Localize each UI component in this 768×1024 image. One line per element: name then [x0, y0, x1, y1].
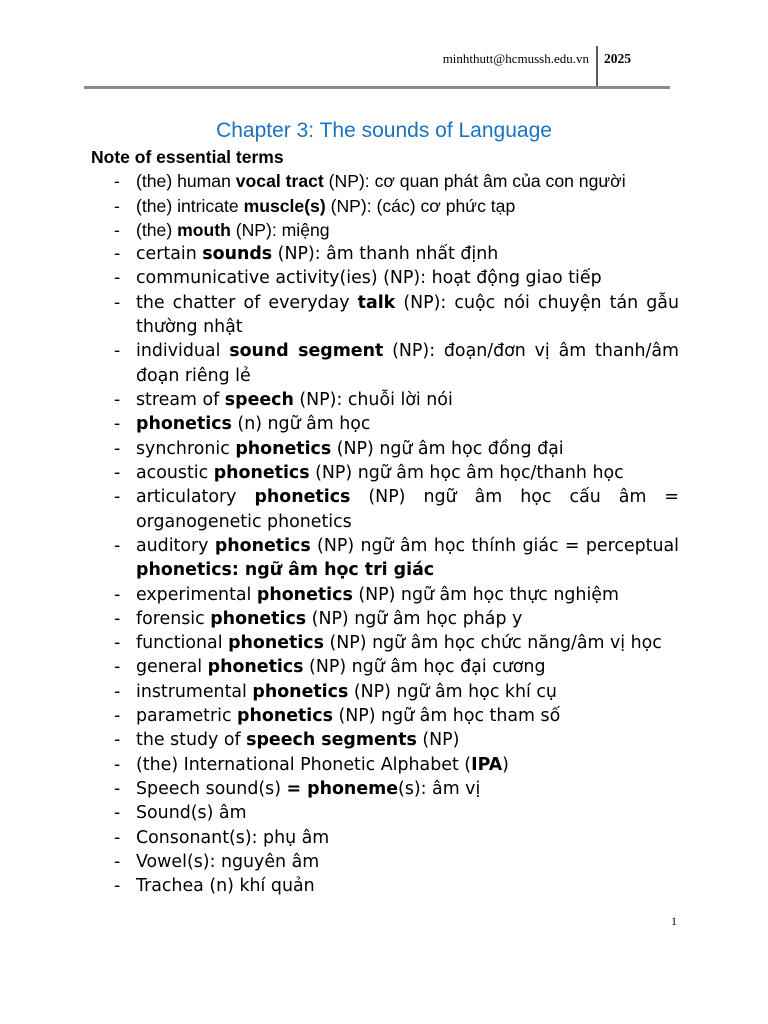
term-run: auditory: [136, 535, 215, 556]
term-run: ): [502, 754, 509, 775]
term-item: [114, 242, 679, 266]
section-heading: Note of essential terms: [91, 147, 284, 167]
term-keyword: phonetics: [237, 706, 333, 727]
bullet-dash: -: [114, 341, 121, 362]
term-item: [114, 388, 679, 412]
term-run: the chatter of everyday: [136, 292, 358, 313]
term-item: [114, 339, 679, 388]
chapter-title: Chapter 3: The sounds of Language: [216, 119, 552, 142]
bullet-dash: -: [114, 219, 120, 240]
term-run: Trachea (n) khí quản: [136, 876, 315, 897]
bullet-dash: -: [114, 779, 121, 799]
bullet-dash: -: [114, 462, 121, 483]
term-run: the study of: [136, 730, 247, 751]
header-year: 2025: [604, 51, 631, 66]
term-item: [114, 461, 679, 485]
term-keyword: phonetics: [252, 681, 349, 702]
term-keyword: phonetics: [210, 608, 307, 629]
term-run: (NP): miệng: [230, 219, 330, 240]
term-run: stream of: [136, 390, 225, 410]
term-keyword: phonetics: [207, 657, 304, 678]
term-run: (NP): cơ quan phát âm của con người: [323, 171, 626, 192]
term-run: (NP) ngữ âm học đại cương: [303, 657, 546, 678]
term-run: (NP) ngữ âm học đồng đại: [331, 438, 564, 459]
bullet-dash: -: [114, 244, 121, 265]
term-keyword: phonetics: [254, 487, 351, 508]
term-keyword: phonetics: [228, 633, 324, 654]
term-keyword: talk: [357, 292, 396, 313]
term-item: [114, 826, 679, 850]
bullet-dash: -: [114, 171, 120, 192]
term-run: (NP): (các) cơ phức tạp: [325, 195, 516, 216]
term-run: (s): âm vị: [398, 779, 481, 799]
term-run: (NP) ngữ âm học thực nghiệm: [352, 584, 619, 605]
term-run: (NP) ngữ âm học chức năng/âm vị học: [323, 633, 662, 654]
bullet-dash: -: [114, 803, 121, 824]
term-keyword: phonetics: [213, 462, 310, 483]
page-number: 1: [671, 914, 677, 928]
term-run: Vowel(s): nguyên âm: [136, 851, 320, 872]
term-keyword: mouth: [177, 219, 231, 240]
term-run: experimental: [136, 584, 257, 605]
term-run: certain: [136, 244, 203, 265]
header-divider: [596, 46, 598, 87]
header-email: minhthutt@hcmussh.edu.vn: [442, 51, 589, 66]
term-run: (NP) ngữ âm học âm học/thanh học: [309, 462, 624, 483]
term-keyword: = phoneme: [286, 779, 399, 799]
term-item: [114, 583, 679, 607]
term-run: (NP) ngữ âm học cấu âm = organogenetic phonetics: [136, 487, 679, 532]
bullet-dash: -: [114, 681, 121, 702]
term-item: [114, 874, 679, 898]
term-item: [114, 655, 679, 679]
term-keyword: phonetics: [136, 414, 232, 435]
term-run: individual: [136, 341, 230, 362]
term-run: parametric: [136, 706, 238, 727]
term-item: [114, 801, 679, 825]
term-item: [114, 169, 679, 193]
term-item: [114, 777, 679, 801]
bullet-dash: -: [114, 535, 121, 556]
term-run: (the) International Phonetic Alphabet (: [136, 754, 472, 775]
term-keyword: speech segments: [246, 730, 417, 751]
term-keyword: IPA: [471, 754, 503, 775]
term-keyword: vocal tract: [235, 171, 324, 192]
term-keyword: phonetics: [214, 535, 311, 556]
term-run: instrumental: [136, 681, 253, 702]
bullet-dash: -: [114, 292, 121, 313]
bullet-dash: -: [114, 438, 121, 459]
term-run: (the) intricate: [136, 195, 244, 216]
term-keyword: phonetics: [256, 584, 353, 605]
term-item: [114, 194, 679, 218]
bullet-dash: -: [114, 584, 121, 605]
term-keyword: sounds: [202, 244, 273, 265]
term-run: (NP) ngữ âm học khí cụ: [348, 681, 557, 702]
term-run: forensic: [136, 608, 211, 629]
term-run: (NP): đoạn/đơn vị âm thanh/âm đoạn riêng lẻ: [136, 341, 679, 386]
bullet-dash: -: [114, 633, 121, 654]
term-item: [114, 631, 679, 655]
term-keyword: speech: [224, 390, 294, 410]
term-run: (the) human: [136, 171, 236, 192]
term-run: Consonant(s): phụ âm: [136, 827, 330, 848]
term-run: synchronic: [136, 438, 236, 459]
bullet-dash: -: [114, 876, 121, 897]
term-run: (NP) ngữ âm học thính giác = perceptual: [310, 535, 679, 556]
term-run: (NP) ngữ âm học tham số: [332, 706, 561, 727]
bullet-dash: -: [114, 195, 120, 216]
term-run: (NP): âm thanh nhất định: [272, 244, 499, 265]
term-item: [114, 218, 679, 242]
term-item: [114, 534, 679, 583]
term-item: [114, 437, 679, 461]
term-item: [114, 753, 679, 777]
term-item: [114, 291, 679, 340]
bullet-dash: -: [114, 390, 121, 410]
term-run: (NP) ngữ âm học pháp y: [306, 608, 523, 629]
bullet-dash: -: [114, 730, 121, 751]
header-rule: [84, 86, 670, 89]
bullet-dash: -: [114, 754, 121, 775]
term-item: [114, 607, 679, 631]
bullet-dash: -: [114, 827, 121, 848]
bullet-dash: -: [114, 487, 121, 508]
term-item: [114, 266, 679, 290]
term-run: communicative activity(ies) (NP): hoạt động giao tiếp: [136, 268, 602, 289]
term-keyword: phonetics: ngữ âm học tri giác: [136, 560, 435, 581]
term-run: acoustic: [136, 462, 214, 483]
term-run: articulatory: [136, 487, 255, 508]
term-run: (n) ngữ âm học: [231, 414, 371, 435]
term-run: Sound(s) âm: [136, 803, 247, 824]
bullet-dash: -: [114, 706, 121, 727]
term-item: [114, 412, 679, 436]
term-item: [114, 728, 679, 752]
term-run: (NP): cuộc nói chuyện tán gẫu thường nhật: [136, 292, 679, 338]
term-keyword: sound segment: [229, 341, 384, 362]
bullet-dash: -: [114, 608, 121, 629]
term-keyword: phonetics: [235, 438, 332, 459]
term-run: general: [136, 657, 208, 678]
bullet-dash: -: [114, 268, 121, 289]
term-run: functional: [136, 633, 229, 654]
term-run: (the): [136, 219, 178, 240]
term-item: [114, 680, 679, 704]
term-item: [114, 485, 679, 534]
term-item: [114, 850, 679, 874]
terms-list: [114, 169, 679, 898]
term-keyword: muscle(s): [243, 195, 326, 216]
bullet-dash: -: [114, 414, 121, 435]
term-item: [114, 704, 679, 728]
term-run: (NP): [416, 730, 460, 751]
term-run: (NP): chuỗi lời nói: [293, 390, 453, 410]
bullet-dash: -: [114, 657, 121, 678]
term-run: Speech sound(s): [136, 779, 287, 799]
bullet-dash: -: [114, 851, 121, 872]
